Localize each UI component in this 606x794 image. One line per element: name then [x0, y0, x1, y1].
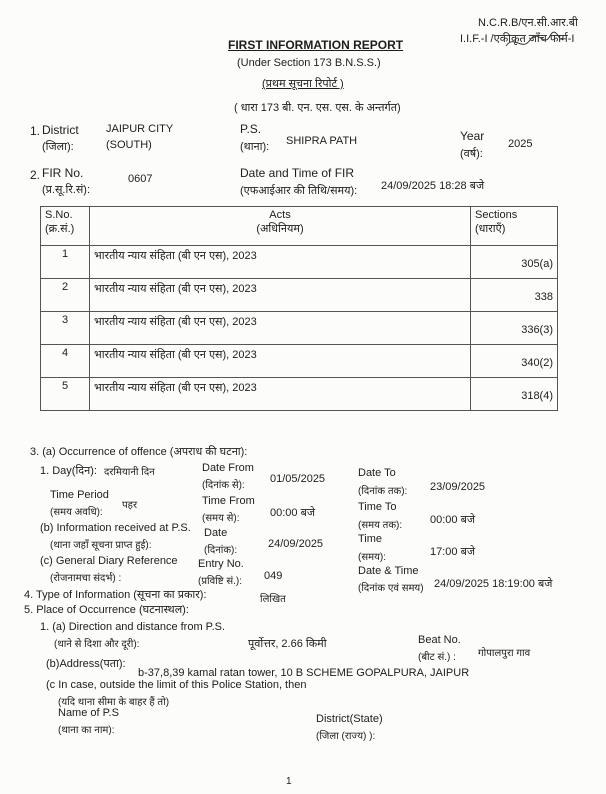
- header-sections-label-hindi: (धाराएँ): [475, 223, 506, 235]
- row-section: 338: [534, 291, 553, 303]
- row-section-cell: [471, 345, 558, 378]
- page-number: 1: [286, 776, 292, 787]
- date-from-value: 01/05/2025: [270, 473, 326, 485]
- header-sno-label-hindi: (क्र.सं.): [45, 223, 75, 235]
- info-date-value: 24/09/2025: [268, 538, 324, 550]
- under-section-hindi: ( धारा 173 बी. एन. एस. एस. के अन्तर्गत): [234, 102, 401, 114]
- time-to-label-hindi: (समय तक):: [358, 520, 403, 531]
- district-label: District: [42, 123, 79, 137]
- date-from-label: Date From: [202, 462, 254, 474]
- info-time-label-hindi: (समय):: [358, 552, 386, 563]
- direction-value: पूर्वोत्तर, 2.66 किमी: [248, 638, 327, 650]
- gd-datetime-label: Date & Time: [358, 565, 419, 577]
- info-date-label-hindi: (दिनांक):: [204, 545, 238, 556]
- header-sno-label: S.No.: [45, 209, 73, 221]
- header-sections-label: Sections: [475, 209, 518, 221]
- row-section-cell: [471, 279, 558, 312]
- row-section-cell: [471, 312, 558, 345]
- beat-value: गोपालपुरा गाव: [478, 648, 531, 659]
- occurrence-heading: 3. (a) Occurrence of offence (अपराध की घटना):: [30, 446, 248, 458]
- district-state-label: District(State): [316, 713, 383, 725]
- entry-no-value: 049: [264, 570, 283, 582]
- row-sno: 4: [41, 345, 90, 378]
- fir-datetime-value: 24/09/2025 18:28 बजे: [381, 180, 485, 192]
- district-value: JAIPUR CITY: [106, 123, 174, 135]
- time-to-label: Time To: [358, 501, 397, 513]
- row-sno: 2: [41, 279, 90, 312]
- place-heading: 5. Place of Occurrence (घटनास्थल):: [24, 604, 189, 616]
- date-to-label-hindi: (दिनांक तक):: [358, 486, 408, 497]
- type-info-value: लिखित: [260, 594, 286, 605]
- time-period-label-hindi: (समय अवधि):: [50, 507, 103, 518]
- ps-name-label: Name of P.S: [58, 707, 119, 719]
- info-time-label: Time: [358, 533, 383, 545]
- acts-table-header: [41, 207, 558, 246]
- entry-no-label: Entry No.: [198, 558, 244, 570]
- ncrb-code: N.C.R.B/एन.सी.आर.बी: [478, 17, 578, 29]
- district-label-hindi: (जिला):: [42, 141, 74, 153]
- item-number-2: 2.: [30, 168, 41, 182]
- fir-datetime-label: Date and Time of FIR: [240, 166, 355, 180]
- acts-table: [40, 206, 558, 411]
- address-value: b-37,8,39 kamal ratan tower, 10 B SCHEME GOPALPURA, JAIPUR: [138, 667, 470, 679]
- header-acts-label-hindi: (अधिनियम): [256, 223, 304, 235]
- header-acts-label: Acts: [269, 209, 291, 221]
- info-received-label: (b) Information received at P.S.: [40, 522, 191, 534]
- row-act: भारतीय न्याय संहिता (बी एन एस), 2023: [90, 378, 471, 411]
- info-received-label-hindi: (थाना जहाँ सूचना प्राप्त हुई):: [50, 540, 152, 551]
- district-state-label-hindi: (जिला (राज्य) ):: [316, 731, 376, 742]
- time-to-value: 00:00 बजे: [430, 514, 476, 526]
- direction-label-hindi: (थाने से दिशा और दूरी):: [54, 639, 140, 650]
- info-date-label: Date: [204, 527, 228, 539]
- outside-limit-label: (c In case, outside the limit of this Police Station, then: [46, 679, 307, 691]
- report-title: FIRST INFORMATION REPORT: [228, 38, 404, 52]
- row-sno: 3: [41, 312, 90, 345]
- fir-label-hindi: (प्र.सू.रि.सं):: [42, 184, 91, 196]
- fir-datetime-label-hindi: (एफआईआर की तिथि/समय):: [240, 185, 358, 197]
- row-section: 340(2): [521, 357, 553, 369]
- header-sections: [471, 207, 558, 246]
- under-section: (Under Section 173 B.N.S.S.): [237, 57, 381, 69]
- ps-value: SHIPRA PATH: [286, 135, 358, 147]
- gd-datetime-label-hindi: (दिनांक एवं समय): [358, 583, 424, 594]
- row-act: भारतीय न्याय संहिता (बी एन एस), 2023: [90, 312, 471, 345]
- time-period-value: पहर: [122, 500, 138, 511]
- row-section: 305(a): [521, 258, 553, 270]
- date-to-label: Date To: [358, 467, 396, 479]
- header-acts: [90, 207, 471, 246]
- entry-no-label-hindi: (प्रविष्टि सं.):: [198, 576, 243, 587]
- item-number-1: 1.: [30, 124, 41, 138]
- day-value: दरमियानी दिन: [104, 467, 155, 478]
- year-label-hindi: (वर्ष):: [460, 148, 483, 160]
- row-act: भारतीय न्याय संहिता (बी एन एस), 2023: [90, 246, 471, 279]
- time-from-label-hindi: (समय से):: [202, 513, 240, 524]
- table-row: [41, 312, 558, 345]
- ps-label: P.S.: [240, 122, 262, 136]
- time-from-label: Time From: [202, 495, 255, 507]
- table-row: [41, 246, 558, 279]
- district-value-line2: (SOUTH): [106, 139, 152, 151]
- year-value: 2025: [508, 138, 533, 150]
- row-section: 336(3): [521, 324, 553, 336]
- header-sno: [41, 207, 90, 246]
- row-section-cell: [471, 378, 558, 411]
- beat-label: Beat No.: [418, 634, 461, 646]
- gd-reference-label-hindi: (रोजनामचा संदर्भ) :: [50, 573, 122, 584]
- row-sno: 1: [41, 246, 90, 279]
- row-section: 318(4): [521, 390, 553, 402]
- fir-label: FIR No.: [42, 166, 84, 180]
- row-act: भारतीय न्याय संहिता (बी एन एस), 2023: [90, 345, 471, 378]
- row-act: भारतीय न्याय संहिता (बी एन एस), 2023: [90, 279, 471, 312]
- fir-value: 0607: [128, 173, 153, 185]
- table-row: [41, 345, 558, 378]
- time-from-value: 00:00 बजे: [270, 507, 316, 519]
- date-to-value: 23/09/2025: [430, 481, 486, 493]
- signature-mark-icon: [504, 30, 564, 56]
- table-row: [41, 279, 558, 312]
- beat-label-hindi: (बीट सं.) :: [418, 652, 456, 663]
- direction-label: 1. (a) Direction and distance from P.S.: [40, 621, 226, 633]
- iif-code: I.I.F.-I /एकीकृत जाँच फार्म-I: [460, 33, 575, 45]
- row-sno: 5: [41, 378, 90, 411]
- ps-name-label-hindi: (थाना का नाम):: [58, 725, 115, 736]
- gd-reference-label: (c) General Diary Reference: [40, 555, 178, 567]
- row-section-cell: [471, 246, 558, 279]
- info-time-value: 17:00 बजे: [430, 546, 476, 558]
- address-label: (b)Address(पता):: [46, 658, 126, 670]
- day-label: 1. Day(दिन):: [40, 465, 97, 477]
- time-period-label: Time Period: [50, 489, 109, 501]
- gd-datetime-value: 24/09/2025 18:19:00 बजे: [434, 578, 553, 590]
- outside-limit-label-hindi: (यदि थाना सीमा के बाहर हैं तो): [58, 697, 170, 708]
- type-info-label: 4. Type of Information (सूचना का प्रकार):: [24, 589, 207, 601]
- table-row: [41, 378, 558, 411]
- year-label: Year: [460, 129, 485, 143]
- ps-label-hindi: (थाना):: [240, 141, 270, 153]
- report-title-hindi: (प्रथम सूचना रिपोर्ट ): [262, 78, 344, 90]
- date-from-label-hindi: (दिनांक से):: [202, 480, 245, 491]
